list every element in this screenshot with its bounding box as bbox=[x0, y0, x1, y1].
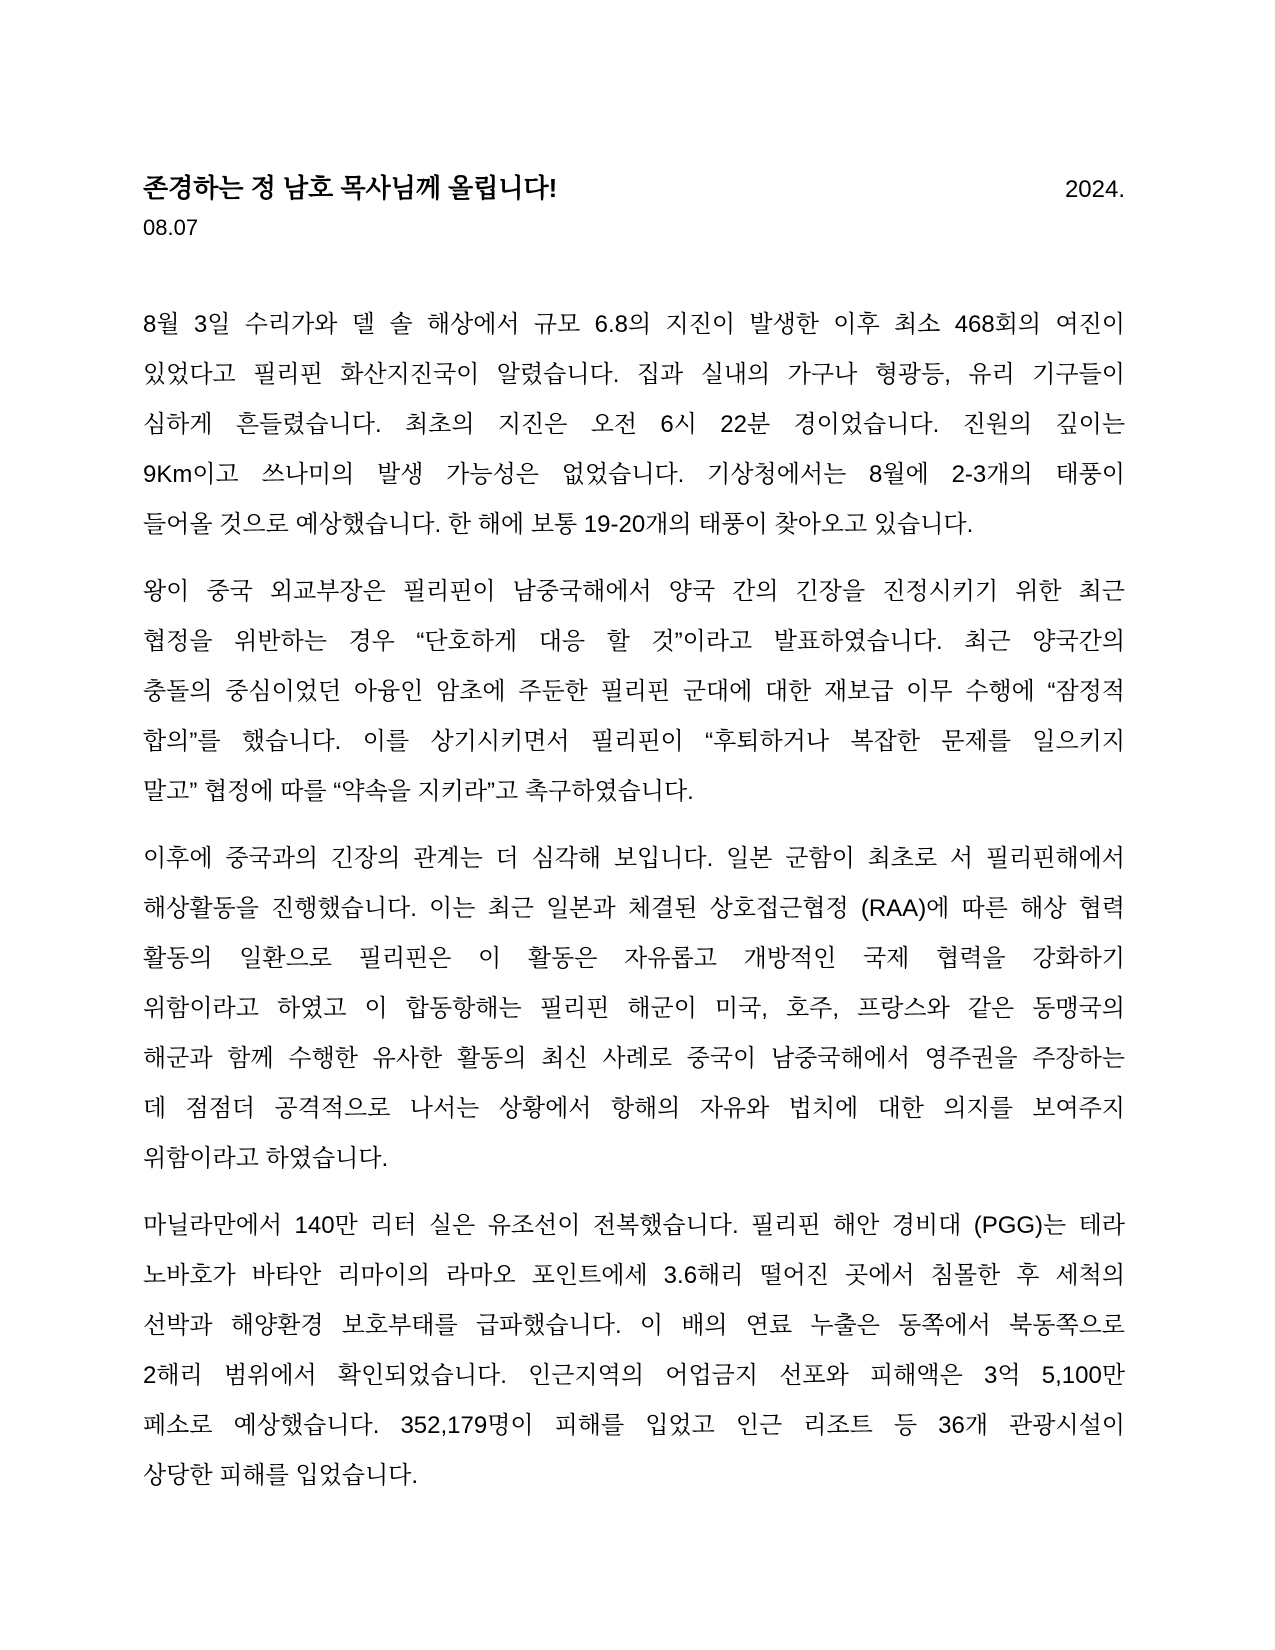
text-line: 페소로 예상했습니다. 352,179명이 피해를 입었고 인근 리조트 등 36개 관광시설이 bbox=[143, 1412, 1125, 1439]
text-line: 위함이라고 하였습니다. bbox=[143, 1145, 389, 1172]
text-line: 협정을 위반하는 경우 “단호하게 대응 할 것”이라고 발표하였습니다. 최근 양국간의 bbox=[143, 628, 1125, 655]
text-line: 8월 3일 수리가와 델 솔 해상에서 규모 6.8의 지진이 발생한 이후 최소 468회의 여진이 bbox=[143, 311, 1125, 338]
text-line: 마닐라만에서 140만 리터 실은 유조선이 전복했습니다. 필리핀 해안 경비대 (PGG)는 테라 bbox=[143, 1212, 1125, 1239]
text-line: 2해리 범위에서 확인되었습니다. 인근지역의 어업금지 선포와 피해액은 3억 5,100만 bbox=[143, 1362, 1125, 1389]
text-line: 충돌의 중심이었던 아융인 암초에 주둔한 필리핀 군대에 대한 재보급 이무 수행에 “잠정적 bbox=[143, 678, 1125, 705]
paragraph-earthquake bbox=[143, 300, 1125, 550]
text-line: 노바호가 바타안 리마이의 라마오 포인트에세 3.6해리 떨어진 곳에서 침몰한 후 세척의 bbox=[143, 1262, 1125, 1289]
text-line: 있었다고 필리핀 화산지진국이 알렸습니다. 집과 실내의 가구나 형광등, 유리 기구들이 bbox=[143, 361, 1125, 388]
text-line: 합의”를 했습니다. 이를 상기시키면서 필리핀이 “후퇴하거나 복잡한 문제를 일으키지 bbox=[143, 728, 1125, 755]
text-line: 상당한 피해를 입었습니다. bbox=[143, 1462, 419, 1489]
date-year: 2024. bbox=[1064, 176, 1125, 203]
text-line: 들어올 것으로 예상했습니다. 한 해에 보통 19-20개의 태풍이 찾아오고 있습니다. bbox=[143, 511, 974, 538]
text-line: 해군과 함께 수행한 유사한 활동의 최신 사례로 중국이 남중국해에서 영주권을 주장하는 bbox=[143, 1045, 1125, 1072]
page-title: 존경하는 정 남호 목사님께 올립니다! bbox=[143, 173, 558, 203]
header-line bbox=[143, 172, 1125, 206]
text-line: 이후에 중국과의 긴장의 관계는 더 심각해 보입니다. 일본 군함이 최초로 서 필리핀해에서 bbox=[143, 845, 1125, 872]
text-line: 해상활동을 진행했습니다. 이는 최근 일본과 체결된 상호접근협정 (RAA)에 따른 해상 협력 bbox=[143, 895, 1125, 922]
text-line: 9Km이고 쓰나미의 발생 가능성은 없었습니다. 기상청에서는 8월에 2-3개의 태풍이 bbox=[143, 461, 1125, 488]
paragraph-oil-tanker bbox=[143, 1201, 1125, 1501]
document-header bbox=[143, 172, 1125, 242]
paragraph-japan-navy bbox=[143, 834, 1125, 1184]
text-line: 심하게 흔들렸습니다. 최초의 지진은 오전 6시 22분 경이었습니다. 진원의 깊이는 bbox=[143, 411, 1125, 438]
text-line: 말고” 협정에 따를 “약속을 지키라”고 촉구하였습니다. bbox=[143, 778, 694, 805]
text-line: 위함이라고 하였고 이 합동항해는 필리핀 해군이 미국, 호주, 프랑스와 같은 동맹국의 bbox=[143, 995, 1125, 1022]
text-line: 데 점점더 공격적으로 나서는 상황에서 항해의 자유와 법치에 대한 의지를 보여주지 bbox=[143, 1095, 1125, 1122]
text-line: 선박과 해양환경 보호부태를 급파했습니다. 이 배의 연료 누출은 동쪽에서 북동쪽으로 bbox=[143, 1312, 1125, 1339]
paragraph-china-statement bbox=[143, 567, 1125, 817]
text-line: 왕이 중국 외교부장은 필리핀이 남중국해에서 양국 간의 긴장을 진정시키기 위한 최근 bbox=[143, 578, 1125, 605]
letter-body bbox=[143, 300, 1125, 1501]
text-line: 활동의 일환으로 필리핀은 이 활동은 자유롭고 개방적인 국제 협력을 강화하기 bbox=[143, 945, 1125, 972]
date-day: 08.07 bbox=[143, 215, 199, 240]
